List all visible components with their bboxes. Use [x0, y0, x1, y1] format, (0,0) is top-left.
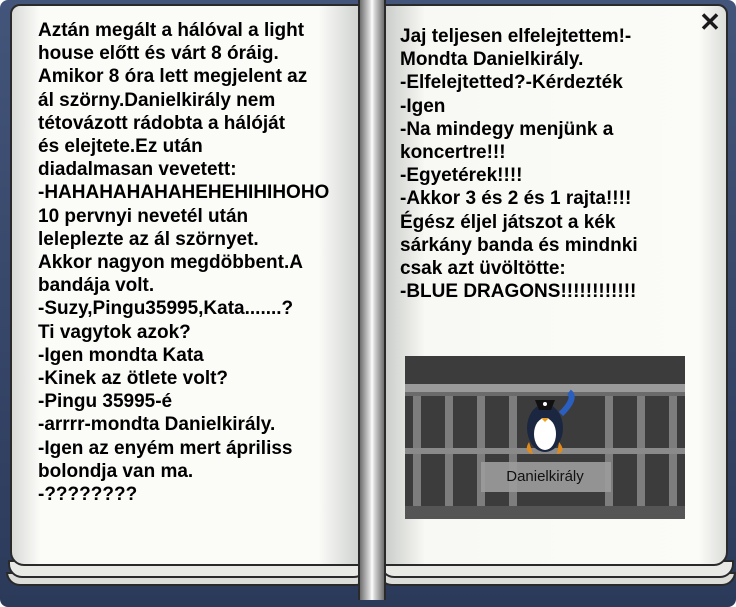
player-name-label: Danielkirály — [506, 468, 584, 485]
close-button[interactable] — [696, 8, 724, 36]
book-spine — [358, 0, 386, 600]
stage-railing-illustration — [405, 356, 685, 519]
close-icon: ✕ — [699, 7, 721, 37]
penguin-scene-image — [405, 356, 685, 519]
left-page-text: Aztán megált a hálóval a light house előtt és várt 8 óráig. Amikor 8 óra lett megjelent az ál szörny.Danielkirály nem tétovázott rádobta a hálóját és elejtete.Ez után diadalmasan vevetett: -HAHAHAHAHAHEHEHIHIHOHO 10 pervnyi nevetél után leleplezte az ál szörnyet. Akkor nagyon megdöbbent.A bandája volt. -Suzy,Pingu35995,Kata.......? Ti vagytok azok? -Igen mondta Kata -Kinek az ötlete volt? -Pingu 35995-é -arrrr-mondta Danielkirály. -Igen az enyém mert ápriliss bolondja van ma. -???????? — [38, 20, 330, 506]
right-page-text: Jaj teljesen elfelejtettem!- Mondta Danielkirály. -Elfelejtetted?-Kérdezték -Igen -Na mindegy menjünk a koncertre!!! -Egyetérek!!!! -Akkor 3 és 2 és 1 rajta!!!! Égész éljel játszot a kék sárkány banda és mindnki csak azt üvöltötte: -BLUE DRAGONS!!!!!!!!!!!! — [400, 26, 638, 303]
